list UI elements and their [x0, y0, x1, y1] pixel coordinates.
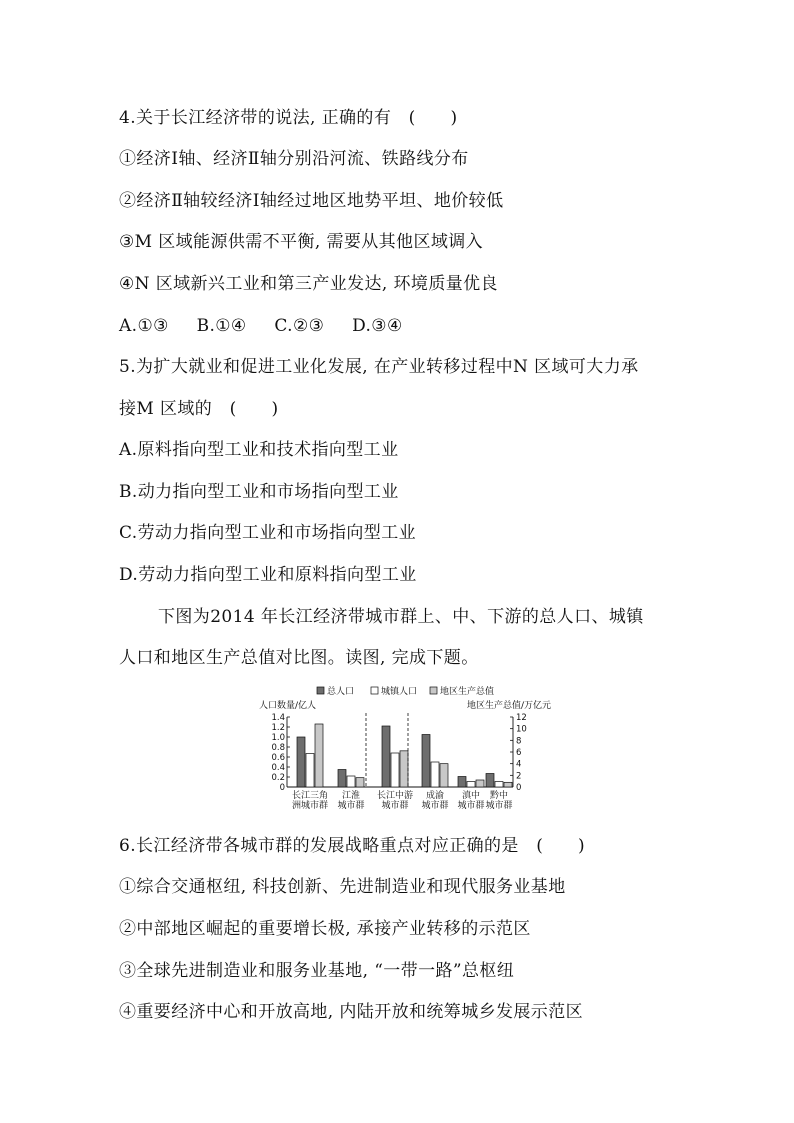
bar-total-pop	[382, 726, 390, 787]
y-right-tick-label: 10	[516, 724, 527, 735]
category-label: 成渝	[425, 791, 445, 801]
y-right-tick-label: 4	[516, 759, 522, 770]
y-axis-left-title: 人口数量/亿人	[259, 701, 317, 711]
q5-stem-line-1: 5.为扩大就业和促进工业化发展, 在产业转移过程中N 区域可大力承	[119, 357, 639, 377]
y-right-tick-label: 12	[516, 713, 527, 723]
q5-option-c[interactable]: C.劳动力指向型工业和市场指向型工业	[119, 523, 417, 543]
y-left-tick-label: 1.0	[271, 733, 285, 743]
y-left-tick-label: 0.2	[271, 773, 285, 783]
bar-urban-pop	[495, 782, 503, 788]
bar-total-pop	[486, 774, 494, 788]
category-label: 江淮	[341, 791, 361, 801]
q4-statement-1: ①经济Ⅰ轴、经济Ⅱ轴分别沿河流、铁路线分布	[119, 149, 469, 169]
bar-gdp	[356, 778, 364, 787]
population-gdp-chart	[255, 683, 555, 813]
category-label: 城市群	[457, 801, 485, 811]
category-label: 城市群	[337, 801, 365, 811]
category-label: 黔中	[489, 791, 509, 801]
category-label: 城市群	[421, 801, 449, 811]
q6-statement-1: ①综合交通枢纽, 科技创新、先进制造业和现代服务业基地	[119, 877, 566, 897]
q4-options	[119, 314, 425, 338]
bar-gdp	[504, 782, 512, 787]
q4-stem: 4.关于长江经济带的说法, 正确的有 ( )	[119, 108, 458, 128]
y-axis-right-title: 地区生产总值/万亿元	[466, 701, 551, 711]
y-left-tick-label: 0	[279, 783, 285, 793]
q6-statement-3: ③全球先进制造业和服务业基地, “一带一路”总枢纽	[119, 961, 515, 981]
y-right-tick-label: 6	[516, 748, 522, 758]
category-label: 城市群	[485, 801, 513, 811]
legend-swatch	[371, 687, 378, 694]
category-label: 城市群	[381, 801, 409, 811]
legend-label: 地区生产总值	[440, 687, 495, 697]
q4-option-d[interactable]: D.③④	[352, 316, 403, 336]
q6-statement-4: ④重要经济中心和开放高地, 内陆开放和统筹城乡发展示范区	[119, 1002, 584, 1022]
legend-swatch	[430, 687, 437, 694]
q5-stem-line-2: 接M 区域的 ( )	[119, 399, 279, 419]
q6-stem: 6.长江经济带各城市群的发展战略重点对应正确的是 ( )	[119, 836, 586, 856]
q5-option-a[interactable]: A.原料指向型工业和技术指向型工业	[119, 440, 399, 460]
bar-total-pop	[297, 737, 305, 787]
q5-option-d[interactable]: D.劳动力指向型工业和原料指向型工业	[119, 565, 417, 585]
legend-swatch	[317, 687, 324, 694]
bar-urban-pop	[467, 782, 475, 788]
category-label: 长江三角	[291, 791, 329, 801]
q6-statement-2: ②中部地区崛起的重要增长极, 承接产业转移的示范区	[119, 919, 531, 939]
y-left-tick-label: 1.2	[271, 723, 285, 733]
y-left-tick-label: 0.8	[271, 743, 285, 753]
intro-line-2: 人口和地区生产总值对比图。读图, 完成下题。	[119, 648, 479, 668]
bar-total-pop	[458, 777, 466, 788]
bar-gdp	[440, 764, 448, 787]
bar-gdp	[400, 751, 408, 787]
y-right-tick-label: 8	[516, 736, 522, 747]
q4-statement-2: ②经济Ⅱ轴较经济Ⅰ轴经过地区地势平坦、地价较低	[119, 191, 504, 211]
bar-gdp	[476, 780, 484, 787]
q4-option-a[interactable]: A.①③	[119, 316, 169, 336]
legend-label: 城镇人口	[381, 687, 418, 697]
q4-option-c[interactable]: C.②③	[274, 316, 325, 336]
bar-total-pop	[338, 770, 346, 788]
y-left-tick-label: 0.6	[271, 753, 285, 763]
bar-urban-pop	[431, 762, 439, 787]
bar-gdp	[315, 724, 323, 787]
bar-total-pop	[422, 735, 430, 788]
q4-statement-3: ③M 区域能源供需不平衡, 需要从其他区域调入	[119, 232, 484, 252]
legend-label: 总人口	[327, 687, 355, 697]
y-right-tick-label: 2	[516, 771, 522, 782]
y-left-tick-label: 0.4	[271, 763, 285, 773]
y-left-tick-label: 1.4	[271, 713, 285, 723]
q4-statement-4: ④N 区域新兴工业和第三产业发达, 环境质量优良	[119, 274, 498, 294]
category-label: 滇中	[461, 791, 481, 801]
y-right-tick-label: 0	[516, 783, 522, 793]
category-label: 长江中游	[376, 791, 414, 801]
bar-urban-pop	[306, 754, 314, 788]
q5-option-b[interactable]: B.动力指向型工业和市场指向型工业	[119, 482, 399, 502]
bar-urban-pop	[347, 776, 355, 787]
bar-urban-pop	[391, 753, 399, 787]
q4-option-b[interactable]: B.①④	[196, 316, 247, 336]
intro-line-1: 下图为2014 年长江经济带城市群上、中、下游的总人口、城镇	[158, 607, 644, 627]
category-label: 洲城市群	[291, 801, 329, 811]
